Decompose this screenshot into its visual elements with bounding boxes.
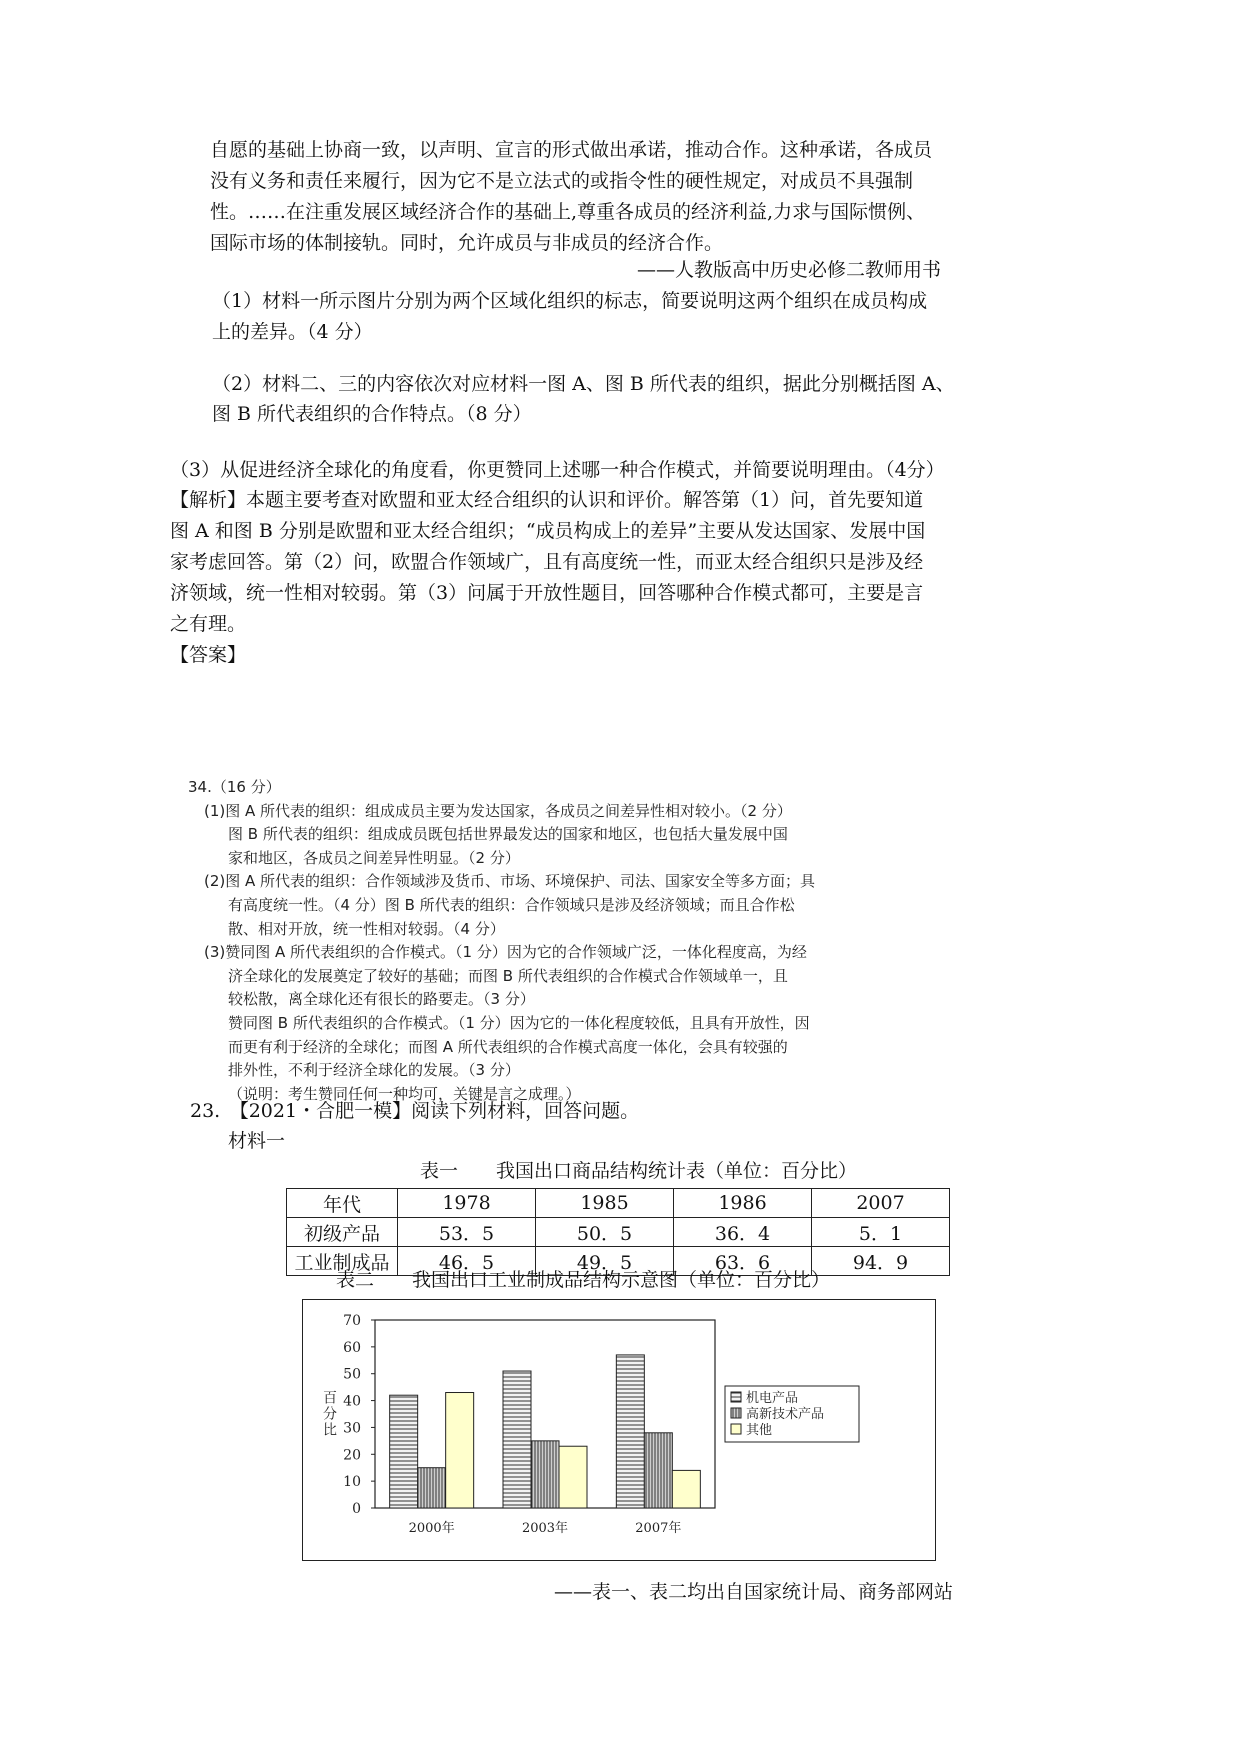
legend-label: 机电产品	[746, 1391, 799, 1406]
answer-key-line: 图 B 所代表的组织：组成成员既包括世界最发达的国家和地区，也包括大量发展中国	[228, 825, 788, 844]
table-2-title: 表二 我国出口工业制成品结构示意图（单位：百分比）	[336, 1269, 831, 1291]
table-cell: 36．4	[674, 1218, 812, 1247]
analysis-line-2: 图 A 和图 B 分别是欧盟和亚太经合组织；“成员构成上的差异”主要从发达国家、发展中国	[170, 520, 926, 542]
question-23-title: 23. 【2021・合肥一模】阅读下列材料，回答问题。	[190, 1100, 640, 1122]
legend-label: 高新技术产品	[746, 1407, 825, 1422]
y-tick-label: 40	[343, 1393, 361, 1410]
bar-机电产品	[616, 1355, 644, 1508]
answer-key-line: （说明：考生赞同任何一种均可，关键是言之成理。）	[228, 1084, 581, 1103]
answer-key-line: 排外性，不利于经济全球化的发展。（3 分）	[228, 1061, 520, 1080]
export-bar-chart	[302, 1299, 936, 1561]
chart-svg	[303, 1300, 935, 1560]
question-3: （3）从促进经济全球化的角度看，你更赞同上述哪一种合作模式，并简要说明理由。（4分）	[170, 459, 945, 481]
table-header-cell: 1986	[674, 1189, 812, 1218]
x-category-label: 2003年	[521, 1521, 569, 1536]
answer-key-line: 济全球化的发展奠定了较好的基础；而图 B 所代表组织的合作模式合作领域单一，且	[228, 966, 788, 985]
answer-key-block	[188, 776, 1016, 1106]
analysis-line-5: 之有理。	[170, 613, 247, 635]
table-cell: 50．5	[536, 1218, 674, 1247]
bar-其他	[672, 1470, 700, 1508]
y-tick-label: 0	[352, 1501, 361, 1517]
y-tick-label: 10	[343, 1474, 361, 1491]
analysis-line-4: 济领域，统一性相对较弱。第（3）问属于开放性题目，回答哪种合作模式都可，主要是言	[170, 582, 924, 604]
answer-key-line: 有高度统一性。（4 分）图 B 所代表的组织：合作领域只是涉及经济领域；而且合作松	[228, 895, 795, 914]
answer-key-line: (3)赞同图 A 所代表组织的合作模式。（1 分）因为它的合作领域广泛，一体化程度高，为经	[204, 943, 807, 962]
answer-key-line: 34.（16 分）	[188, 778, 281, 796]
table-cell: 46．5	[398, 1247, 536, 1276]
export-structure-table	[286, 1188, 950, 1276]
table-header-cell: 年代	[287, 1189, 398, 1218]
material3-line-2: 没有义务和责任来履行，因为它不是立法式的或指令性的硬性规定，对成员不具强制	[210, 170, 914, 192]
question-2-line-2: 图 B 所代表组织的合作特点。（8 分）	[212, 403, 532, 425]
bar-机电产品	[503, 1371, 531, 1508]
legend-swatch	[731, 1408, 741, 1418]
answer-key-line: 散、相对开放，统一性相对较弱。（4 分）	[228, 919, 505, 938]
bar-机电产品	[390, 1395, 418, 1508]
table-row	[287, 1218, 950, 1247]
x-category-label: 2007年	[635, 1521, 682, 1536]
legend-label: 其他	[746, 1423, 773, 1438]
legend-swatch	[731, 1392, 741, 1402]
bar-高新技术产品	[531, 1441, 559, 1508]
material3-source: ——人教版高中历史必修二教师用书	[636, 259, 941, 281]
table-header-cell: 2007	[812, 1189, 950, 1218]
question-2-line-1: （2）材料二、三的内容依次对应材料一图 A、图 B 所代表的组织，据此分别概括图 A、	[212, 373, 955, 395]
table-header-cell: 1978	[398, 1189, 536, 1218]
table-cell: 49．5	[536, 1247, 674, 1276]
y-tick-label: 70	[343, 1313, 361, 1329]
answer-key-line: 赞同图 B 所代表组织的合作模式。（1 分）因为它的一体化程度较低，且具有开放性，因	[228, 1013, 810, 1032]
question-1-line-2: 上的差异。（4 分）	[212, 321, 373, 343]
table-cell: 53．5	[398, 1218, 536, 1247]
answer-key-line: 较松散，离全球化还有很长的路要走。（3 分）	[228, 990, 535, 1009]
table-source: ——表一、表二均出自国家统计局、商务部网站	[553, 1581, 953, 1603]
material3-line-4: 国际市场的体制接轨。同时，允许成员与非成员的经济合作。	[210, 232, 724, 254]
y-axis-label: 百分比	[321, 1390, 337, 1438]
y-tick-label: 20	[343, 1447, 361, 1464]
legend-swatch	[731, 1424, 741, 1434]
y-tick-label: 60	[343, 1339, 361, 1356]
table-cell: 初级产品	[287, 1218, 398, 1247]
y-tick-label: 50	[343, 1366, 361, 1383]
x-category-label: 2000年	[408, 1521, 455, 1536]
analysis-line-1: 【解析】本题主要考查对欧盟和亚太经合组织的认识和评价。解答第（1）问，首先要知道	[170, 489, 924, 511]
table-header-cell: 1985	[536, 1189, 674, 1218]
answer-label: 【答案】	[170, 644, 247, 666]
y-tick-label: 30	[343, 1420, 361, 1437]
material3-line-3: 性。……在注重发展区域经济合作的基础上,尊重各成员的经济利益,力求与国际惯例、	[210, 201, 926, 223]
answer-key-line: (2)图 A 所代表的组织：合作领域涉及货币、市场、环境保护、司法、国家安全等多方面；具	[204, 872, 816, 891]
answer-key-line: 家和地区，各成员之间差异性明显。（2 分）	[228, 848, 520, 867]
question-1-line-1: （1）材料一所示图片分别为两个区域化组织的标志，简要说明这两个组织在成员构成	[212, 290, 928, 312]
table-cell: 5．1	[812, 1218, 950, 1247]
table-header-row	[287, 1189, 950, 1218]
bar-高新技术产品	[644, 1433, 672, 1508]
material3-line-1: 自愿的基础上协商一致，以声明、宣言的形式做出承诺，推动合作。这种承诺，各成员	[210, 139, 933, 161]
bar-高新技术产品	[418, 1468, 446, 1508]
answer-key-line: (1)图 A 所代表的组织：组成成员主要为发达国家，各成员之间差异性相对较小。（2 分）	[204, 801, 792, 820]
answer-key-line: 而更有利于经济的全球化；而图 A 所代表组织的合作模式高度一体化，会具有较强的	[228, 1037, 788, 1056]
material-1-label: 材料一	[228, 1130, 286, 1152]
bar-其他	[559, 1446, 587, 1508]
bar-其他	[446, 1393, 474, 1508]
table-1-title: 表一 我国出口商品结构统计表（单位：百分比）	[420, 1160, 858, 1182]
table-cell: 94．9	[812, 1247, 950, 1276]
table-cell: 工业制成品	[287, 1247, 398, 1276]
analysis-line-3: 家考虑回答。第（2）问，欧盟合作领域广，且有高度统一性，而亚太经合组织只是涉及经	[170, 551, 924, 573]
table-cell: 63．6	[674, 1247, 812, 1276]
